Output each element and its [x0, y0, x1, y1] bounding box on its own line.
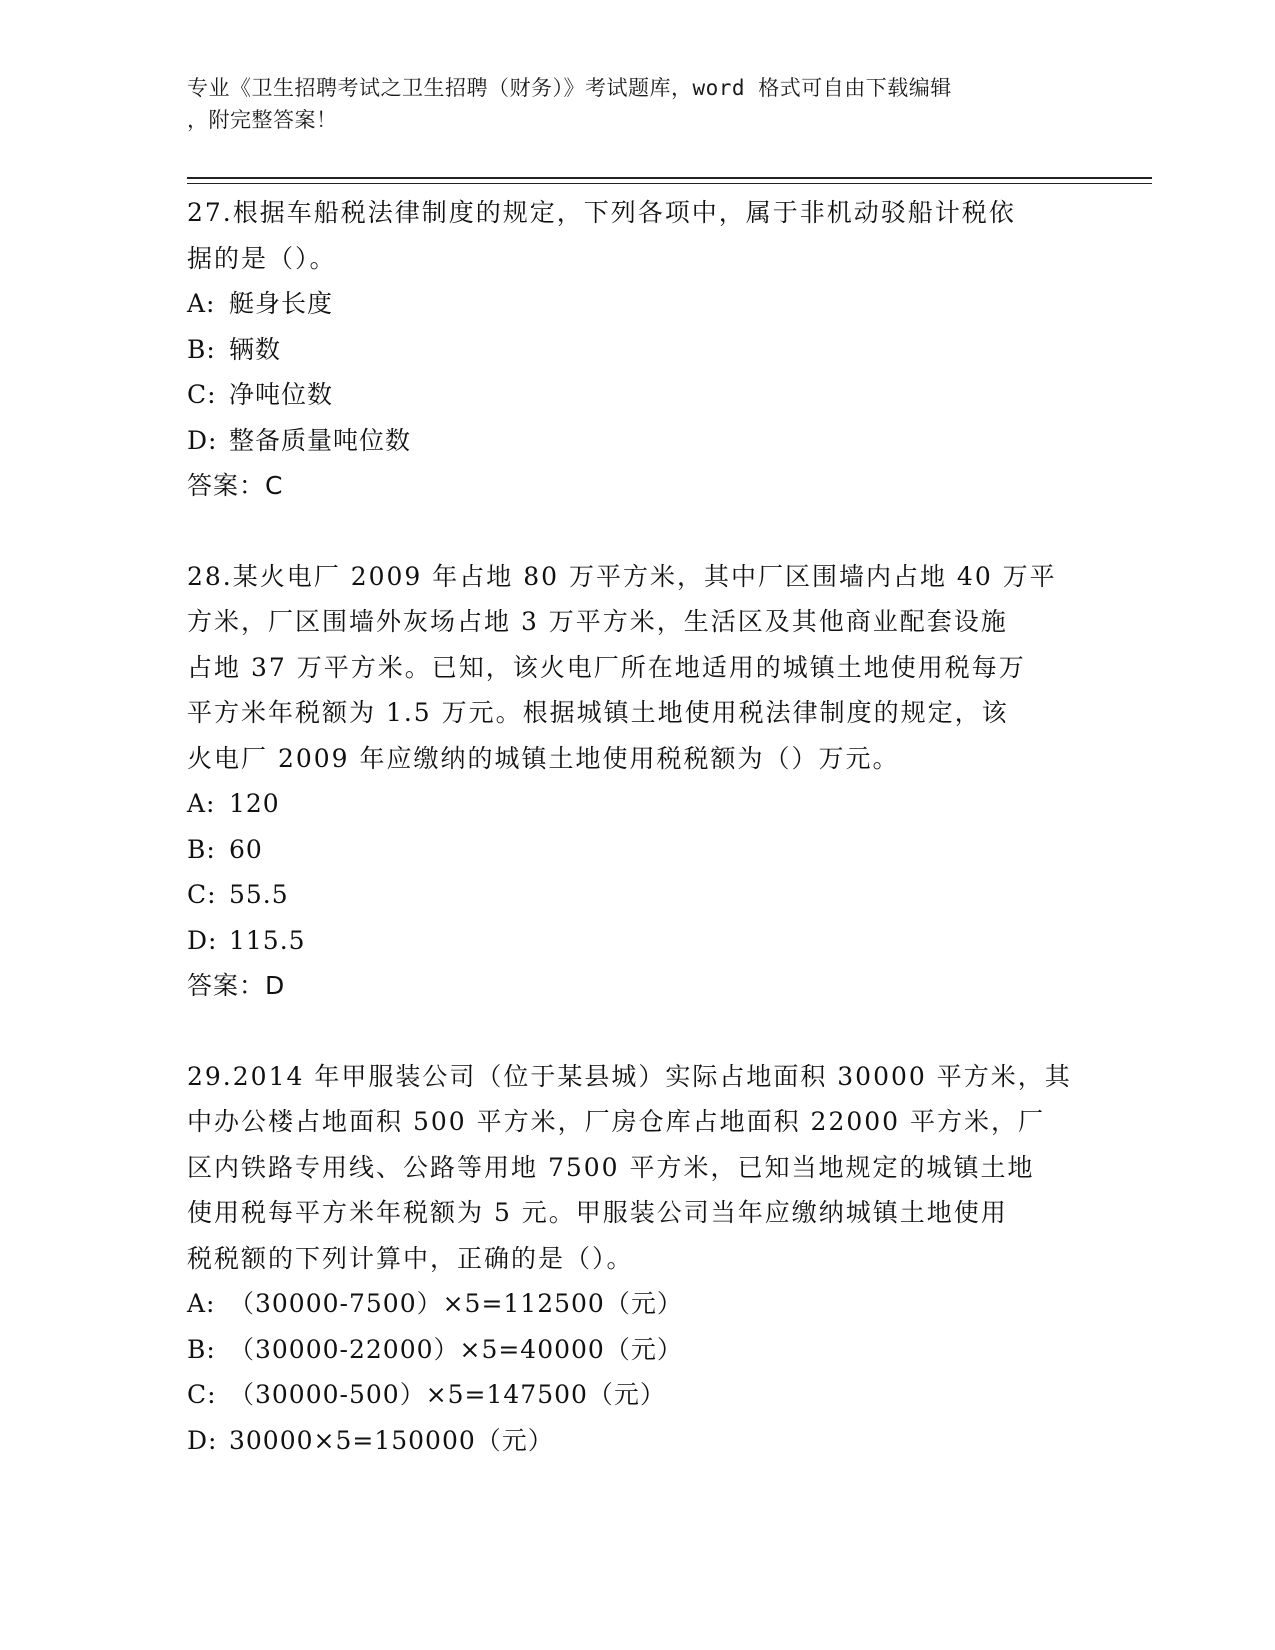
option-text: 60 [229, 834, 263, 864]
option-text: 55.5 [229, 880, 289, 909]
option-letter: D: [187, 1425, 218, 1455]
stem-line: 方米，厂区围墙外灰场占地 3 万平方米，生活区及其他商业配套设施 [187, 607, 1008, 636]
questions-container [187, 190, 1087, 1463]
option-a [187, 281, 1087, 327]
option-b [187, 1327, 1087, 1373]
option-a [187, 781, 1087, 827]
stem-line: 据的是（）。 [187, 243, 337, 273]
header-line-2: ，附完整答案！ [187, 108, 338, 132]
option-letter: A: [187, 789, 216, 818]
option-letter: C: [187, 1380, 217, 1409]
stem-line: 29.2014 年甲服装公司（位于某县城）实际占地面积 30000 平方米，其 [187, 1061, 1072, 1091]
option-text: 整备质量吨位数 [229, 425, 412, 455]
option-c [187, 1372, 1087, 1418]
question-spacer [187, 1009, 1087, 1054]
question-stem [187, 554, 1087, 782]
stem-line: 27.根据车船税法律制度的规定，下列各项中，属于非机动驳船计税依 [187, 198, 1016, 227]
answer-line: 答案：C [187, 471, 284, 500]
option-letter: C: [187, 380, 217, 409]
stem-line: 平方米年税额为 1.5 万元。根据城镇土地使用税法律制度的规定，该 [187, 698, 1009, 727]
option-letter: B: [187, 334, 216, 364]
option-text: （30000-22000）×5=40000（元） [229, 1334, 683, 1364]
option-letter: B: [187, 834, 216, 864]
option-d [187, 1418, 1087, 1464]
option-text: 115.5 [229, 925, 306, 955]
option-d [187, 418, 1087, 464]
option-text: 辆数 [229, 334, 282, 364]
option-b [187, 827, 1087, 873]
stem-line: 中办公楼占地面积 500 平方米，厂房仓库占地面积 22000 平方米，厂 [187, 1107, 1046, 1136]
question-spacer [187, 509, 1087, 554]
option-c [187, 372, 1087, 418]
question-27 [187, 190, 1087, 509]
stem-line: 区内铁路专用线、公路等用地 7500 平方米，已知当地规定的城镇土地 [187, 1152, 1035, 1182]
option-b [187, 327, 1087, 373]
answer-line: 答案：D [187, 971, 286, 1000]
option-text: 艇身长度 [229, 289, 334, 318]
option-text: （30000-500）×5=147500（元） [229, 1380, 666, 1409]
option-d [187, 918, 1087, 964]
question-stem [187, 190, 1087, 281]
stem-line: 税税额的下列计算中，正确的是（）。 [187, 1243, 634, 1273]
option-text: 30000×5=150000（元） [229, 1425, 554, 1455]
option-letter: B: [187, 1334, 216, 1364]
stem-line: 占地 37 万平方米。已知，该火电厂所在地适用的城镇土地使用税每万 [187, 652, 1026, 682]
question-stem [187, 1054, 1087, 1282]
stem-line: 使用税每平方米年税额为 5 元。甲服装公司当年应缴纳城镇土地使用 [187, 1198, 1008, 1227]
header-rule-thin [187, 183, 1152, 184]
option-text: 120 [229, 789, 280, 818]
header-line-1: 专业《卫生招聘考试之卫生招聘（财务）》考试题库，word 格式可自由下载编辑 [187, 76, 952, 100]
header-rule-thick [187, 177, 1152, 179]
document-header [187, 72, 1067, 136]
option-letter: A: [187, 1289, 216, 1318]
option-text: 净吨位数 [229, 380, 334, 409]
option-letter: D: [187, 425, 218, 455]
stem-line: 火电厂 2009 年应缴纳的城镇土地使用税税额为（）万元。 [187, 743, 900, 773]
option-letter: A: [187, 289, 216, 318]
question-29 [187, 1054, 1087, 1464]
stem-line: 28.某火电厂 2009 年占地 80 万平方米，其中厂区围墙内占地 40 万平 [187, 561, 1057, 591]
option-text: （30000-7500）×5=112500（元） [229, 1289, 683, 1318]
option-letter: D: [187, 925, 218, 955]
question-28 [187, 554, 1087, 1009]
option-letter: C: [187, 880, 217, 909]
option-c [187, 872, 1087, 918]
option-a [187, 1281, 1087, 1327]
